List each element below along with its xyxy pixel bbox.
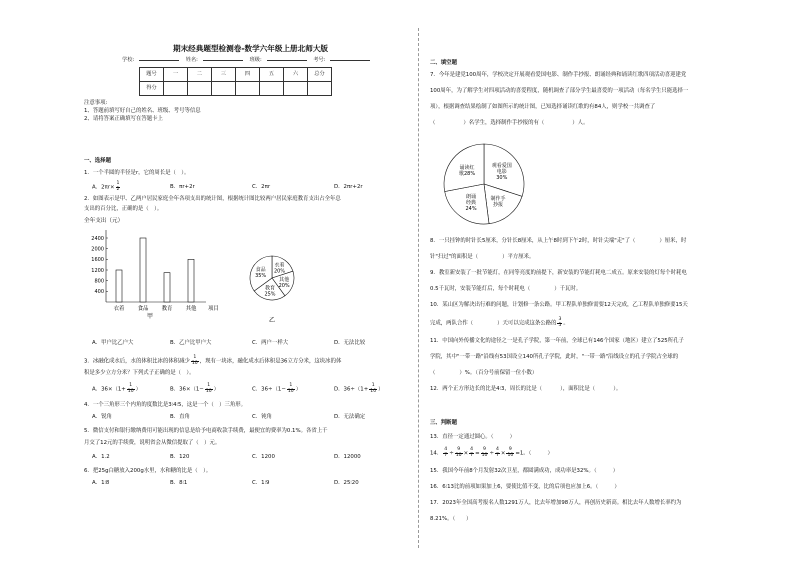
q2-option-d[interactable]: D．无法比较 <box>334 340 366 346</box>
score-header-0: 题号 <box>140 68 164 82</box>
q6-option-b[interactable]: B．8∶1 <box>170 480 188 486</box>
score-cell-6[interactable] <box>284 82 308 96</box>
q11-line-2: 学院，其中"一带一路"沿线有53国设立140所孔子学院，此时，"一带一路"沿线设立的孔子学院占全球的 <box>430 354 679 360</box>
yi-chart-label: 乙 <box>268 317 276 324</box>
yi-label-pct-3: 35% <box>255 273 267 280</box>
score-header-3: 三 <box>212 68 236 82</box>
school-label: 学校: <box>122 57 135 63</box>
score-cell-7[interactable] <box>308 82 332 96</box>
q3-c-fraction: $\frac{1}{10}$ <box>287 383 294 394</box>
q14-frac-2: $\frac{9}{10}$ <box>455 447 462 458</box>
q10-line-2: 完成，两队合作（ ）天可以完成这条公路的 $\frac{3}{5}$ 。 <box>430 317 569 328</box>
school-input[interactable] <box>139 60 179 61</box>
jia-bar-其他 <box>188 259 194 302</box>
q9-text-b: ）千瓦时。 <box>554 286 582 292</box>
jia-x-tick-教育: 教育 <box>161 306 173 312</box>
q4-option-b[interactable]: B．直角 <box>170 414 190 420</box>
q3-line-1-text: 3．冰融化成水后，水的体积比冰的体积减少 <box>84 358 190 365</box>
q8-line-1 <box>430 238 686 245</box>
notice-line-2: 2、请将答案正确填写在答题卡上 <box>84 116 163 122</box>
q14-num: 14． <box>430 450 443 457</box>
score-cell-0: 得分 <box>140 82 164 96</box>
q3-option-b-text: B．36×（1− <box>170 386 204 393</box>
q7-label-0-0: 观看爱国 <box>491 163 512 170</box>
q7-line-1: 7．今年是建党100周年，学校决定开展观看爱国电影、制作手抄报、朗诵经典和诵读红歌四项活动喜迎建党 <box>430 72 687 78</box>
q14-op-2: × <box>463 450 469 457</box>
yi-label-name-0: 衣着 <box>274 262 285 269</box>
yi-label-name-1: 其他 <box>279 276 290 283</box>
number-label: 考号: <box>313 57 326 63</box>
q14-tail: =1。（ ） <box>515 450 553 457</box>
q10-text-b: ）天可以完成这条公路的 <box>497 320 557 327</box>
q7-text-c: ）人。 <box>572 120 589 126</box>
q9-line-2 <box>430 286 581 293</box>
jia-x-tick-食品: 食品 <box>137 306 149 312</box>
q2-line-1: 2．如图表示是甲、乙两户居民家庭全年各项支出的统计图，根据统计图比较两户居民家庭教育支出占全年总 <box>84 196 341 202</box>
score-header-5: 五 <box>260 68 284 82</box>
q3-line-1 <box>84 356 341 366</box>
column-divider <box>418 28 419 548</box>
q5-option-c[interactable]: C．1200 <box>252 454 275 460</box>
section-3-heading: 三、判断题 <box>430 420 457 426</box>
jia-bar-食品 <box>140 238 146 302</box>
q3-option-a[interactable]: A．36×（1+ $\frac{1}{10}$ ） <box>92 383 142 394</box>
q17-line-1: 17．2023年全国高考报名人数1291万人，比去年增加98万人，再创历史新高。相比去年人数增长率约为 <box>430 500 682 506</box>
q7-label-2-1: 经典 <box>466 199 477 206</box>
q14-frac-3: $\frac{4}{7}$ <box>470 447 474 458</box>
q7-label-2-0: 朗诵 <box>466 193 477 200</box>
jia-bar-教育 <box>164 273 170 302</box>
q3-option-a-text: A．36×（1+ <box>92 386 126 393</box>
q3-d-fraction: $\frac{1}{10}$ <box>370 383 377 394</box>
jia-x-axis-label: 项目 <box>208 306 219 312</box>
jia-y-tick-2400: 2400 <box>91 235 104 242</box>
yi-label-name-3: 食品 <box>255 267 266 274</box>
q12-text-c: ）。 <box>613 386 622 392</box>
q11-line-3 <box>430 370 537 377</box>
q2-option-c[interactable]: C．两户一样大 <box>252 340 289 346</box>
q3-option-c-text: C．36÷（1− <box>252 386 286 393</box>
jia-y-tick-400: 400 <box>94 289 104 296</box>
yi-pie-chart <box>228 248 358 326</box>
score-header-6: 六 <box>284 68 308 82</box>
q3-b-fraction: $\frac{1}{10}$ <box>205 383 212 394</box>
score-cell-5[interactable] <box>260 82 284 96</box>
q10-fraction: $\frac{3}{5}$ <box>558 317 562 328</box>
q11-text-a: （ <box>430 370 436 376</box>
q8-line-2 <box>430 254 534 261</box>
q1-stem: 1．一个半圆的半径是r，它的周长是（ ）。 <box>84 170 190 176</box>
q14-frac-4: $\frac{9}{10}$ <box>481 447 488 458</box>
number-input[interactable] <box>330 60 370 61</box>
q12-text-a: 12．两个正方形边长的比是4∶3，周长的比是（ <box>430 386 543 392</box>
q12-text-b: ），面积比是（ <box>560 386 596 392</box>
q1-option-d[interactable]: D．2πr+2r <box>334 184 363 190</box>
q3-line-1b-text: ，现有一块冰，融化成水后体积是36立方分米，这块冰的体 <box>199 358 342 365</box>
score-table-header-row <box>140 68 332 82</box>
q5-option-d[interactable]: D．12000 <box>334 454 361 460</box>
q10-line-1: 10．某山区为解决出行难的问题，计划修一条公路。甲工程队单独修需要12天完成，乙工程队单独修要15天 <box>430 302 688 308</box>
q7-line-4 <box>430 120 588 127</box>
q17-line-2: 8.21%。（ ） <box>430 516 472 522</box>
page-title: 期末经典题型检测卷-数学六年级上册北师大版 <box>172 44 329 53</box>
q12-stem <box>430 386 621 393</box>
q7-line-3: 项），根据调查结果绘制了如图所示的统计图，已知选择诵读红歌的有84人，则学校一共调查了 <box>430 104 656 110</box>
q8-text-c: 针"扫过"的面积是（ <box>430 254 479 260</box>
q8-text-b: ）厘米，时 <box>659 238 687 244</box>
q8-text-d: ）平方厘米。 <box>502 254 535 260</box>
q2-line-2: 支出的百分比，正确的是（ ）。 <box>84 206 163 212</box>
q4-option-a[interactable]: A．锐角 <box>92 414 112 420</box>
q7-pie-chart <box>432 140 542 230</box>
q2-option-b[interactable]: B．乙户比甲户大 <box>170 340 212 346</box>
class-label: 班级: <box>249 57 262 63</box>
q6-option-d[interactable]: D．25∶20 <box>334 480 359 486</box>
q6-stem: 6．把25g白糖放入200g水里，水和糖的比是（ ）。 <box>84 468 212 474</box>
q7-label-2-2: 24% <box>465 205 477 212</box>
q7-label-1-1: 抄报 <box>493 201 504 208</box>
q3-a-fraction: $\frac{1}{10}$ <box>127 383 134 394</box>
q3-option-c[interactable]: C．36÷（1− $\frac{1}{10}$ ） <box>252 383 302 394</box>
score-cell-2[interactable] <box>188 82 212 96</box>
q14-frac-5: $\frac{4}{7}$ <box>495 447 499 458</box>
q3-option-b[interactable]: B．36×（1− $\frac{1}{10}$ ） <box>170 383 220 394</box>
jia-y-axis-label: 全年支出（元） <box>84 218 124 224</box>
q1-option-c[interactable]: C．2πr <box>252 184 271 190</box>
section-1-heading: 一、选择题 <box>84 158 111 164</box>
score-header-4: 四 <box>236 68 260 82</box>
q7-label-0-2: 30% <box>496 175 508 182</box>
jia-x-tick-衣着: 衣着 <box>113 306 125 312</box>
q3-option-d[interactable]: D．36÷（1+ $\frac{1}{10}$ ） <box>334 383 384 394</box>
yi-label-pct-2: 25% <box>264 291 276 298</box>
jia-x-tick-其他: 其他 <box>185 306 197 312</box>
q1-option-b[interactable]: B．πr+2r <box>170 184 195 190</box>
q9-text-a: 0.5千瓦时，安装节能灯后，每个时耗电（ <box>430 286 531 292</box>
q14-op-3: = <box>475 450 480 457</box>
score-header-7: 总分 <box>308 68 332 82</box>
q7-label-0-1: 电影 <box>496 169 507 176</box>
jia-bar-衣着 <box>116 270 122 302</box>
q8-text-a: 8．一只挂钟的时针长5厘米，分针长8厘米，从上午8时到下午2时，时针尖端"走"了（ <box>430 238 636 244</box>
q7-text-a: （ <box>430 120 436 126</box>
score-cell-3[interactable] <box>212 82 236 96</box>
jia-y-tick-800: 800 <box>94 278 104 285</box>
q7-label-3-1: 歌28% <box>458 170 476 177</box>
q13: 13．直径一定通过圆心。（ ） <box>430 434 516 440</box>
q14-op-4: ÷ <box>489 450 494 457</box>
q4-stem: 4．一个三角形三个内角的度数比是3∶4∶5，这是一个（ ）三角形。 <box>84 402 247 408</box>
q14-op-5: × <box>500 450 506 457</box>
yi-label-name-2: 教育 <box>264 285 276 292</box>
q14-op-1: ÷ <box>449 450 454 457</box>
q5-option-a[interactable]: A．1.2 <box>92 454 110 460</box>
jia-y-tick-1200: 1200 <box>91 267 104 274</box>
q7-label-3-0: 诵读红 <box>459 164 475 171</box>
q5-line-2: 月交了12元的手续费，说明省会从微信提取了（ ）元。 <box>84 440 221 446</box>
q11-line-1: 11．中国向外传播文化的途径之一是孔子学院，第一年前，全球已有146个国家（地区）建立了525所孔子 <box>430 338 684 344</box>
q5-option-b[interactable]: B．120 <box>170 454 190 460</box>
score-cell-1[interactable] <box>164 82 188 96</box>
yi-label-pct-1: 20% <box>278 282 290 289</box>
jia-y-tick-2000: 2000 <box>91 246 104 253</box>
q6-option-a[interactable]: A．1∶8 <box>92 480 110 486</box>
q3-line-2: 积是多少立方分米？下列式子正确的是（ ）。 <box>84 370 195 376</box>
q15: 15．我国今年前8个月发射32次卫星，都圆满成功，成功率是32%。（ ） <box>430 468 619 474</box>
q11-text-b: ）%。（百分号前保留一位小数） <box>459 370 538 376</box>
name-label: 姓名: <box>185 57 198 63</box>
score-table-score-row <box>140 82 332 96</box>
q2-option-a[interactable]: A．甲户比乙户大 <box>92 340 134 346</box>
q10-text-a: 完成，两队合作（ <box>430 320 474 327</box>
q14-frac-6: $\frac{9}{10}$ <box>507 447 514 458</box>
notice-title: 注意事项: <box>84 100 108 106</box>
score-header-1: 一 <box>164 68 188 82</box>
score-header-2: 二 <box>188 68 212 82</box>
q1-option-a[interactable] <box>92 182 121 192</box>
jia-y-tick-1600: 1600 <box>91 257 104 264</box>
section-2-heading: 二、填空题 <box>430 60 457 66</box>
class-input[interactable] <box>267 60 307 61</box>
q16: 16．6∶13比的前项如果加上6，要使比值不变，比的后项也应加上6。（ ） <box>430 484 620 490</box>
score-cell-4[interactable] <box>236 82 260 96</box>
q7-text-b: ）名学生，选择制作手抄报的有（ <box>463 120 545 126</box>
q7-line-2: 100周年，为了解学生对四项活动的喜爱程度，随机调查了部分学生最喜爱的一项活动（每名学生只能选择一 <box>430 88 689 94</box>
jia-chart-label: 甲 <box>146 313 154 320</box>
q14-frac-1: $\frac{4}{7}$ <box>444 447 448 458</box>
q6-option-c[interactable]: C．1∶9 <box>252 480 270 486</box>
q9-line-1: 9．教室新安装了一批节能灯，在同等亮度的前提下，新安装的节能灯耗电二成五。原来安装的灯每个时耗电 <box>430 270 687 276</box>
q3-fraction: $\frac{1}{10}$ <box>191 355 198 366</box>
q4-option-d[interactable]: D．无法确定 <box>334 414 366 420</box>
q5-line-1: 5．微信支付和银行缴纳费用可能出现的信息是给予电商收款手续费，最便宜的费率为0.1%。各省上千 <box>84 428 328 434</box>
score-table <box>139 67 332 96</box>
jia-bar-chart <box>84 214 224 322</box>
notice-line-1: 1、答题前填写好自己的姓名、班级、考号等信息 <box>84 108 201 114</box>
q7-label-1-0: 制作手 <box>490 195 506 202</box>
q4-option-c[interactable]: C．钝角 <box>252 414 272 420</box>
yi-label-pct-0: 20% <box>273 268 286 275</box>
q1-option-a-text: A．2πr× <box>92 184 115 191</box>
name-input[interactable] <box>203 60 243 61</box>
q1-fraction: $\frac{1}{2}$ <box>116 181 120 192</box>
q3-option-d-text: D．36÷（1+ <box>334 386 369 393</box>
student-info-line <box>122 57 417 64</box>
q14 <box>430 448 553 458</box>
